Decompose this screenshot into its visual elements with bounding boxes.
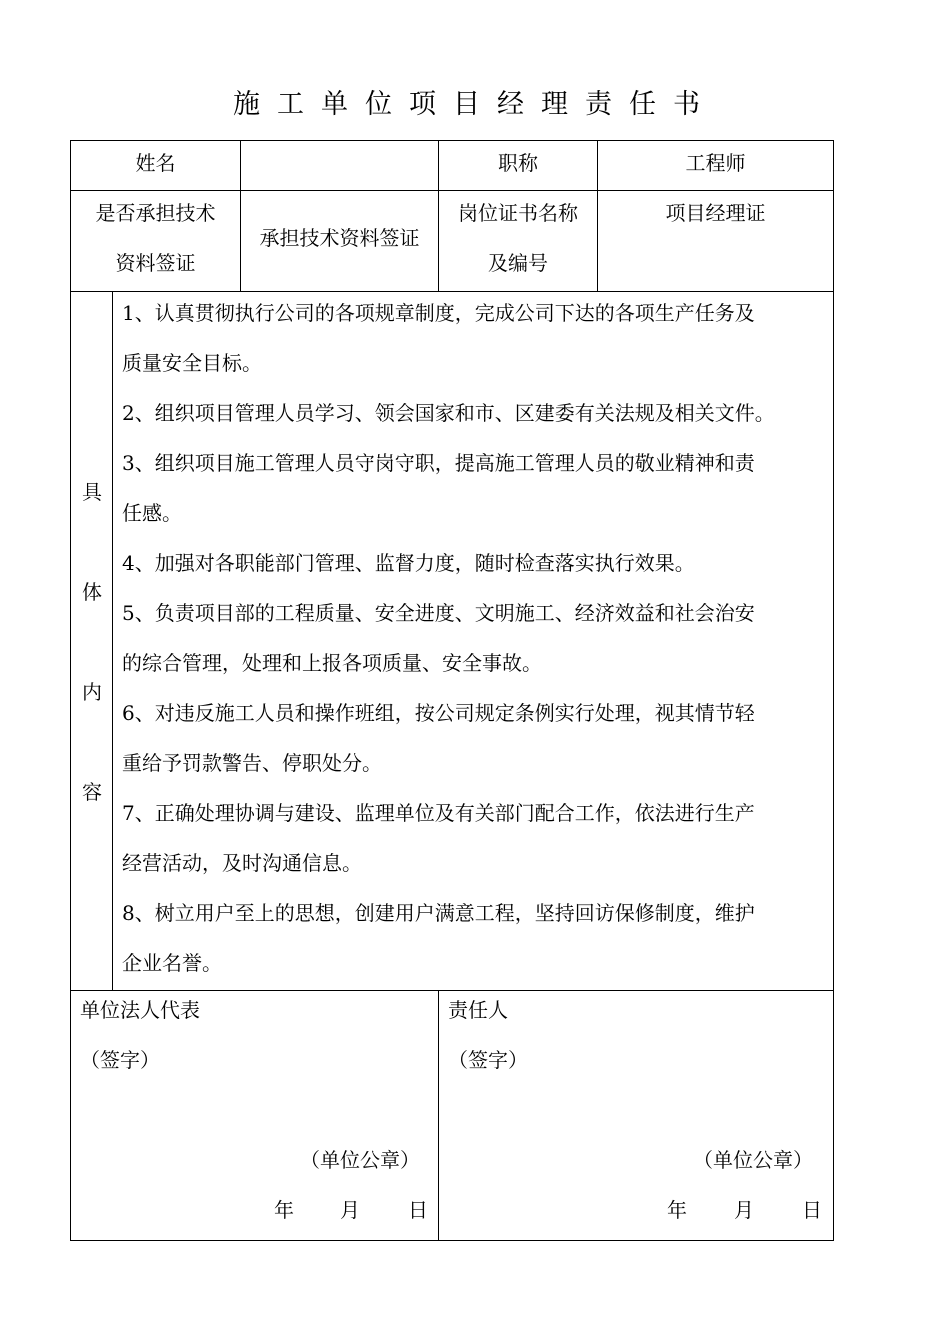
- title-label: 职称: [498, 151, 538, 175]
- content-item-line: 6、对违反施工人员和操作班组，按公司规定条例实行处理，视其情节轻: [122, 701, 755, 725]
- table-border-right: [833, 140, 834, 1241]
- content-item-line: 8、树立用户至上的思想，创建用户满意工程，坚持回访保修制度，维护: [122, 901, 755, 925]
- document-title: 施工单位项目经理责任书: [233, 89, 717, 120]
- legal-rep-year: 年: [274, 1198, 294, 1222]
- tech-value: 承担技术资料签证: [259, 226, 420, 250]
- tech-label-line1: 是否承担技术: [95, 201, 216, 225]
- content-item-line: 7、正确处理协调与建设、监理单位及有关部门配合工作，依法进行生产: [122, 801, 755, 825]
- content-item-line: 3、组织项目施工管理人员守岗守职，提高施工管理人员的敬业精神和责: [122, 451, 755, 475]
- responsible-person-seal: （单位公章）: [693, 1148, 813, 1172]
- content-item-line: 4、加强对各职能部门管理、监督力度，随时检查落实执行效果。: [122, 551, 695, 575]
- legal-rep-month: 月: [340, 1198, 360, 1222]
- responsible-person-sign: （签字）: [448, 1048, 528, 1072]
- content-side-divider: [112, 291, 113, 990]
- legal-rep-sign: （签字）: [80, 1048, 160, 1072]
- content-item-line: 重给予罚款警告、停职处分。: [122, 751, 382, 775]
- tech-label-line2: 资料签证: [115, 251, 196, 275]
- title-value: 工程师: [685, 151, 746, 175]
- legal-rep-seal: （单位公章）: [300, 1148, 420, 1172]
- responsible-person-month: 月: [734, 1198, 754, 1222]
- side-label-char: 具: [82, 480, 102, 504]
- cert-value: 项目经理证: [665, 201, 766, 225]
- table-border-bottom: [70, 1240, 834, 1241]
- signature-divider: [438, 990, 439, 1240]
- cert-label-line2: 及编号: [488, 251, 548, 275]
- responsible-person-label: 责任人: [448, 998, 508, 1022]
- responsible-person-year: 年: [667, 1198, 687, 1222]
- content-item-line: 经营活动，及时沟通信息。: [122, 851, 362, 875]
- content-item-line: 2、组织项目管理人员学习、领会国家和市、区建委有关法规及相关文件。: [122, 401, 775, 425]
- side-label-char: 体: [82, 580, 102, 604]
- side-label-char: 内: [82, 680, 102, 704]
- content-item-line: 任感。: [122, 501, 182, 525]
- content-item-line: 5、负责项目部的工程质量、安全进度、文明施工、经济效益和社会治安: [122, 601, 755, 625]
- content-item-line: 企业名誉。: [122, 951, 222, 975]
- responsible-person-day: 日: [802, 1198, 822, 1222]
- content-item-line: 1、认真贯彻执行公司的各项规章制度，完成公司下达的各项生产任务及: [122, 301, 755, 325]
- name-label: 姓名: [135, 151, 176, 175]
- content-item-line: 的综合管理，处理和上报各项质量、安全事故。: [122, 651, 542, 675]
- legal-rep-day: 日: [408, 1198, 428, 1222]
- cert-label-line1: 岗位证书名称: [458, 201, 578, 225]
- table-border-left: [70, 140, 71, 1241]
- content-item-line: 质量安全目标。: [122, 351, 262, 375]
- legal-rep-label: 单位法人代表: [80, 998, 200, 1022]
- side-label-char: 容: [82, 780, 102, 804]
